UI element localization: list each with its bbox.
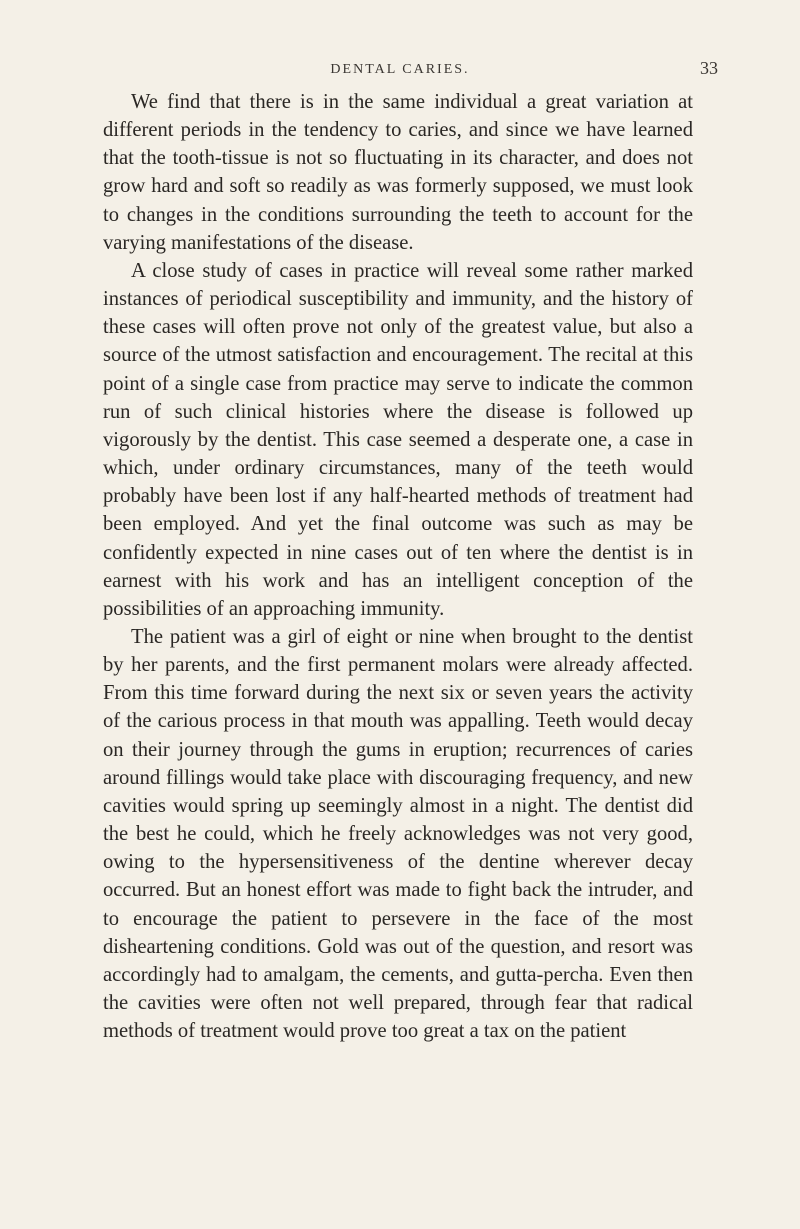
body-text: [103, 88, 693, 1045]
paragraph-case-study: A close study of cases in practice will reveal some rather marked instances of periodical susceptibility and immunity, and the history of these cases will often prove not only of the greatest value, but also a source of the utmost satisfaction and encouragement. The recital at this point of a single case from practice may serve to indicate the common run of such clinical histories where the disease is followed up vigorously by the dentist. This case seemed a desperate one, a case in which, under ordinary circumstances, many of the teeth would probably have been lost if any half-hearted methods of treatment had been employed. And yet the final outcome was such as may be confidently expected in nine cases out of ten where the dentist is in earnest with his work and has an intelligent conception of the possibilities of an approaching immunity.: [103, 259, 693, 620]
paragraph-patient-history: The patient was a girl of eight or nine when brought to the dentist by her parents, and the first permanent molars were already affected. From this time forward during the next six or seven years the activity of the carious process in that mouth was appalling. Teeth would decay on their journey through the gums in eruption; recurrences of caries around fillings would take place with discouraging frequency, and new cavities would spring up seemingly almost in a night. The dentist did the best he could, which he freely acknowledges was not very good, owing to the hypersensitiveness of the dentine wherever decay occurred. But an honest effort was made to fight back the intruder, and to encourage the patient to persevere in the face of the most disheartening conditions. Gold was out of the question, and resort was accordingly had to amalgam, the cements, and gutta-percha. Even then the cavities were often not well prepared, through fear that radical methods of treatment would prove too great a tax on the patient: [103, 625, 693, 1043]
running-head: [0, 58, 800, 84]
running-title: DENTAL CARIES.: [330, 62, 470, 77]
page-number: 33: [700, 58, 718, 78]
paragraph-variation: We find that there is in the same individual a great variation at different periods in the tendency to caries, and since we have learned that the tooth-tissue is not so fluctuating in its character, and does not grow hard and soft so readily as was formerly supposed, we must look to changes in the conditions surrounding the teeth to account for the varying manifestations of the disease.: [103, 91, 693, 254]
